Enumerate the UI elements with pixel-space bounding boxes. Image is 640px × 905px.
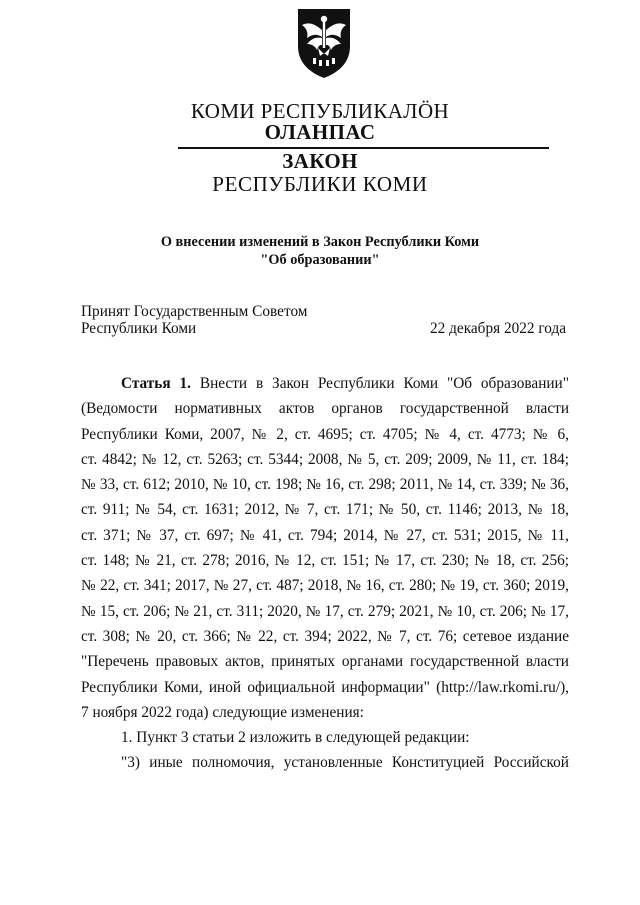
article-label: Статья 1.: [121, 375, 192, 392]
law-subject-line-1: О внесении изменений в Закон Республики Коми: [160, 234, 480, 250]
article-line: № 22, ст. 341; 2017, № 27, ст. 487; 2018, № 16, ст. 280; № 19, ст. 360; 2019,: [81, 577, 569, 595]
article-line: ст. 308; № 20, ст. 366; № 22, ст. 394; 2022, № 7, ст. 76; сетевое издание: [81, 627, 569, 645]
article-line: (Ведомости нормативных актов органов государственной власти: [81, 400, 569, 418]
header-divider: [178, 147, 549, 149]
header-republic: РЕСПУБЛИКИ КОМИ: [212, 172, 428, 196]
article-line: № 15, ст. 206; № 21, ст. 311; 2020, № 17, ст. 279; 2021, № 10, ст. 206; № 17,: [81, 602, 569, 620]
komi-coat-of-arms-icon: [295, 6, 353, 80]
article-line-text: Внести в Закон Республики Коми "Об образовании": [191, 375, 569, 392]
article-line: ст. 911; № 54, ст. 1631; 2012, № 7, ст. 171; № 50, ст. 1146; 2013, № 18,: [81, 501, 569, 519]
article-1: [81, 371, 569, 776]
adopted-by-line-2: Республики Коми: [81, 320, 197, 337]
article-line: № 33, ст. 612; 2010, № 10, ст. 198; № 16, ст. 298; 2011, № 14, ст. 339; № 36,: [81, 476, 569, 494]
article-line: "Перечень правовых актов, принятых органами государственной власти: [81, 653, 569, 671]
article-line: Республики Коми, иной официальной информации" (http://law.rkomi.ru/),: [81, 678, 569, 696]
article-item-1: 1. Пункт 3 статьи 2 изложить в следующей редакции:: [121, 729, 470, 747]
adopted-by-line-1: Принят Государственным Советом: [81, 303, 308, 320]
adoption-date: 22 декабря 2022 года: [430, 320, 567, 337]
article-line: Республики Коми, 2007, № 2, ст. 4695; ст. 4705; № 4, ст. 4773; № 6,: [81, 425, 569, 443]
article-line: 7 ноября 2022 года) следующие изменения:: [81, 703, 364, 721]
law-subject-line-2: "Об образовании": [260, 252, 380, 268]
header-law: ЗАКОН: [282, 149, 358, 173]
header-law-komi: ОЛАНПАС: [264, 120, 376, 144]
header-komi-title: КОМИ РЕСПУБЛИКАЛÖН: [190, 99, 450, 123]
article-line: [81, 371, 569, 396]
article-line: ст. 4842; № 12, ст. 5263; ст. 5344; 2008, № 5, ст. 209; 2009, № 11, ст. 184;: [81, 450, 569, 468]
article-item-1-quote: "3) иные полномочия, установленные Конституцией Российской: [121, 754, 569, 772]
article-line: ст. 371; № 37, ст. 697; № 41, ст. 794; 2014, № 27, ст. 531; 2015, № 11,: [81, 526, 569, 544]
article-line: ст. 148; № 21, ст. 278; 2016, № 12, ст. 151; № 17, ст. 230; № 18, ст. 256;: [81, 552, 569, 570]
